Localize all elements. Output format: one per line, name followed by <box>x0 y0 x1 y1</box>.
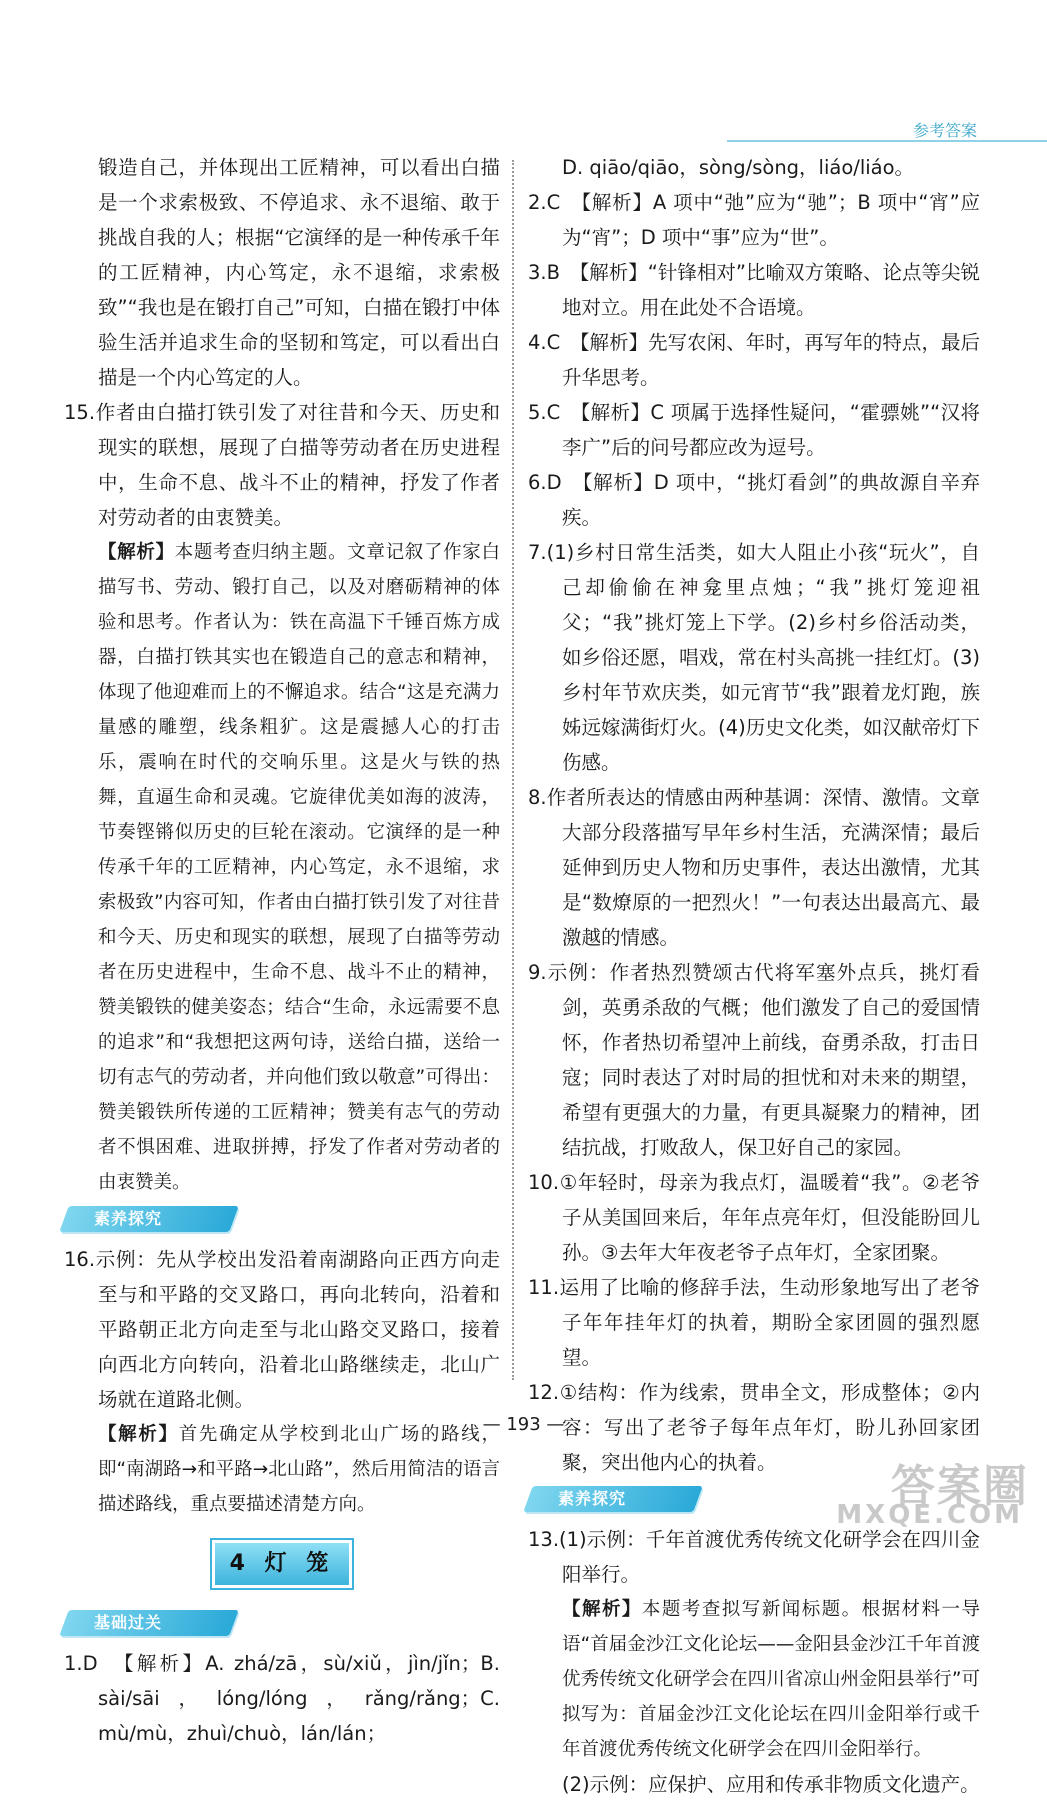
section-tag: 参考答案 <box>912 121 977 140</box>
answer-3: 3.B 【解析】“针锋相对”比喻双方策略、论点等尖锐地对立。用在此处不合语境。 <box>528 261 980 319</box>
analysis-13: 【解析】本题考查拟写新闻标题。根据材料一导语“首届金沙江文化论坛——金阳县金沙江千年首渡优秀传统文化研学会在四川省凉山州金阳县举行”可拟写为：首届金沙江文化论坛在四川金阳举行或千年首渡优秀传统文化研学会在四川金阳举行。 <box>562 1599 980 1760</box>
column-divider <box>512 160 514 1380</box>
section-banner-literacy-2: 素养探究 <box>528 1482 980 1518</box>
answer-8: 8.作者所表达的情感由两种基调：深情、激情。文章大部分段落描写早年乡村生活，充满深情；最后延伸到历史人物和历史事件，表达出激情，尤其是“数燎原的一把烈火！”一句表达出最高亢、最激越的情感。 <box>528 786 980 949</box>
answer-10: 10.①年轻时，母亲为我点灯，温暖着“我”。②老爷子从美国回来后，年年点亮年灯，但没能盼回儿孙。③去年大年夜老爷子点年灯，全家团聚。 <box>528 1171 980 1264</box>
answer-4: 4.C 【解析】先写农闲、年时，再写年的特点，最后升华思考。 <box>528 331 980 389</box>
analysis-16: 【解析】首先确定从学校到北山广场的路线，即“南湖路→和平路→北山路”，然后用简洁的语言描述路线，重点要描述清楚方向。 <box>98 1424 500 1515</box>
answer-2: 2.C 【解析】A 项中“弛”应为“驰”；B 项中“宵”应为“宵”；D 项中“事”应为“世”。 <box>528 191 980 249</box>
answer-5: 5.C 【解析】C 项属于选择性疑问，“霍骠姚”“汉将李广”后的问号都应改为逗号。 <box>528 401 980 459</box>
analysis-15: 【解析】本题考查归纳主题。文章记叙了作家白描写书、劳动、锻打自己，以及对磨砺精神的体验和思考。作者认为：铁在高温下千锤百炼方成器，白描打铁其实也在锻造自己的意志和精神，体现了他迎难而上的不懈追求。结合“这是充满力量感的雕塑，线条粗犷。这是震撼人心的打击乐，震响在时代的交响乐里。这是火与铁的热舞，直逼生命和灵魂。它旋律优美如海的波涛，节奏铿锵似历史的巨轮在滚动。它演绎的是一种传承千年的工匠精神，内心笃定，永不退缩，求索极致”内容可知，作者由白描打铁引发了对往昔和今天、历史和现实的联想，展现了白描等劳动者在历史进程中，生命不息、战斗不止的精神，赞美锻铁的健美姿态；结合“生命，永远需要不息的追求”和“我想把这两句诗，送给白描，送给一切有志气的劳动者，并向他们致以敬意”可得出：赞美锻铁所传递的工匠精神；赞美有志气的劳动者不惧困难、进取拼搏，抒发了作者对劳动者的由衷赞美。 <box>98 542 500 1193</box>
answer-9: 9.示例：作者热烈赞颂古代将军塞外点兵，挑灯看剑，英勇杀敌的气概；他们激发了自己的爱国情怀，作者热切希望冲上前线，奋勇杀敌，打击日寇；同时表达了对时局的担忧和对未来的期望，希望有更强大的力量，有更具凝聚力的精神，团结抗战，打败敌人，保卫好自己的家园。 <box>528 961 980 1159</box>
watermark-url: MXQE.COM <box>836 1500 1023 1530</box>
header-rule <box>727 140 1047 142</box>
answer-15: 15.作者由白描打铁引发了对往昔和今天、历史和现实的联想，展现了白描等劳动者在历史进程中，生命不息、战斗不止的精神，抒发了作者对劳动者的由衷赞美。 <box>64 401 500 529</box>
section-banner-basics: 基础过关 <box>64 1606 500 1642</box>
answer-1: 1.D 【解析】A. zhá/zā，sù/xiǔ，jìn/jǐn；B. sài/sāi，lóng/lóng，rǎng/rǎng；C. mù/mù，zhuì/chuò，lán/lán； <box>64 1652 500 1745</box>
answer-13-part-2: (2)示例：应保护、应用和传承非物质文化遗产。 <box>562 1773 980 1796</box>
page-number: — 193 — <box>482 1414 565 1435</box>
lesson-title: 4 灯 笼 <box>212 1540 352 1588</box>
answer-11: 11.运用了比喻的修辞手法，生动形象地写出了老爷子年年挂年灯的执着，期盼全家团圆的强烈愿望。 <box>528 1276 980 1369</box>
lesson-header <box>64 1540 500 1588</box>
answer-12: 12.①结构：作为线索，贯串全文，形成整体；②内容：写出了老爷子每年点年灯，盼儿孙回家团聚，突出他内心的执着。 <box>528 1381 980 1474</box>
answer-16: 16.示例：先从学校出发沿着南湖路向正西方向走至与和平路的交叉路口，再向北转向，沿着和平路朝正北方向走至与北山路交叉路口，接着向西北方向转向，沿着北山路继续走，北山广场就在道路北侧。 <box>64 1248 500 1411</box>
answer-7: 7.(1)乡村日常生活类，如大人阻止小孩“玩火”，自己却偷偷在神龛里点烛；“我”挑灯笼迎祖父；“我”挑灯笼上下学。(2)乡村乡俗活动类，如乡俗还愿，唱戏，常在村头高挑一挂红灯。(3)乡村年节欢庆类，如元宵节“我”跟着龙灯跑，族姊远嫁满街灯火。(4)历史文化类，如汉献帝灯下伤感。 <box>528 541 980 774</box>
answer-13: 13.(1)示例：千年首渡优秀传统文化研学会在四川金阳举行。 <box>528 1528 980 1586</box>
q14-continuation: 锻造自己，并体现出工匠精神，可以看出白描是一个求索极致、不停追求、永不退缩、敢于挑战自我的人；根据“它演绎的是一种传承千年的工匠精神，内心笃定，永不退缩，求索极致”“我也是在锻打自己”可知，白描在锻打中体验生活并追求生命的坚韧和笃定，可以看出白描是一个内心笃定的人。 <box>98 156 500 389</box>
right-column <box>528 150 980 1802</box>
section-banner-literacy: 素养探究 <box>64 1202 500 1238</box>
answer-6: 6.D 【解析】D 项中，“挑灯看剑”的典故源自辛弃疾。 <box>528 471 980 529</box>
left-column <box>64 150 500 1751</box>
watermark-logo: 答案圈 <box>891 1461 1029 1512</box>
answer-1-continuation: D. qiāo/qiāo，sòng/sòng，liáo/liáo。 <box>562 156 915 179</box>
